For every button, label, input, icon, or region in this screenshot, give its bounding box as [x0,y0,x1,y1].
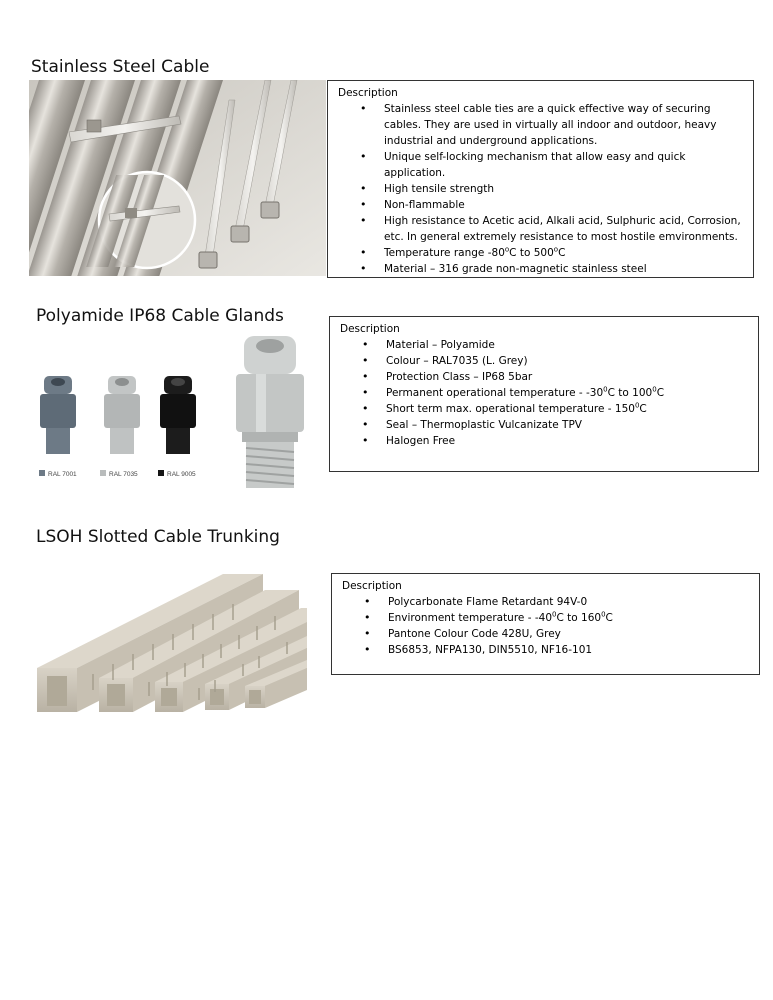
swatch-label-ral7001: RAL 7001 [48,471,77,478]
bullet-text: C to 500 [509,247,554,259]
description-box-cable-trunking [331,573,760,675]
description-bullet [386,337,750,353]
bullet-text: Halogen Free [386,435,456,447]
bullet-text: Material – Polyamide [386,339,495,351]
description-list [342,594,751,658]
degree-superscript: 0 [552,610,557,619]
description-bullet [388,610,751,626]
description-heading: Description [338,87,398,99]
description-bullet [384,181,745,197]
description-bullet [386,385,750,401]
section-title-polyamide-cable-glands: Polyamide IP68 Cable Glands [36,306,284,326]
description-bullet [388,594,751,610]
degree-superscript: o [553,245,559,254]
bullet-text: C [639,403,647,415]
bullet-text: C [656,387,665,399]
bullet-text: Polycarbonate Flame Retardant 94V-0 [388,596,588,608]
bullet-text: C [558,247,566,259]
bullet-text: Material – 316 grade non-magnetic stainless steel [384,263,647,275]
bullet-text: Protection Class – IP68 5bar [386,371,533,383]
stainless-steel-cable-ties-photo [29,80,326,276]
description-bullet [386,369,750,385]
description-bullet [386,433,750,449]
description-box-stainless-steel-cable [327,80,754,278]
description-bullet [384,149,745,181]
description-bullet [388,642,751,658]
description-bullet [384,245,745,261]
degree-superscript: 0 [634,401,640,410]
bullet-text: Stainless steel cable ties are a quick effective way of securing cables. They are used in virtually all indoor and outdoor, heavy industrial and underground applications. [384,103,717,147]
description-bullet [384,197,745,213]
bullet-text: C [605,612,613,624]
description-bullet [384,213,745,245]
bullet-text: BS6853, NFPA130, DIN5510, NF16-101 [388,644,593,656]
swatch-label-ral9005: RAL 9005 [167,471,196,478]
bullet-text: Seal – Thermoplastic Vulcanizate TPV [386,419,582,431]
section-title-stainless-steel-cable: Stainless Steel Cable [31,57,210,77]
bullet-text: Short term max. operational temperature - 150 [386,403,635,415]
gland-large [236,336,304,488]
bullet-text: Colour – RAL7035 (L. Grey) [386,355,528,367]
bullet-text: Permanent operational temperature - -30 [386,387,604,399]
description-heading: Description [342,580,402,592]
bullet-text: Environment temperature - -40 [388,612,552,624]
bullet-text: Non-flammable [384,199,465,211]
degree-superscript: 0 [603,385,608,394]
bullet-text: C to 160 [556,612,602,624]
description-box-cable-glands [329,316,759,472]
description-bullet [386,417,750,433]
description-heading: Description [340,323,400,335]
bullet-text: Unique self-locking mechanism that allow easy and quick application. [384,151,686,179]
swatch-label-ral7035: RAL 7035 [109,471,138,478]
degree-superscript: 0 [601,610,606,619]
description-bullet [384,101,745,149]
bullet-text: Temperature range -80 [384,247,505,259]
description-list [338,101,745,277]
section-title-lsoh-trunking: LSOH Slotted Cable Trunking [36,527,280,547]
bullet-text: High resistance to Acetic acid, Alkali acid, Sulphuric acid, Corrosion, etc. In general extremely resistance to most hostile emvironments. [384,215,741,243]
description-bullet [386,353,750,369]
description-bullet [384,261,745,277]
bullet-text: High tensile strength [384,183,495,195]
description-list [340,337,750,449]
description-bullet [386,401,750,417]
cable-trunking-photo [33,572,307,712]
description-bullet [388,626,751,642]
cable-glands-photo [30,332,326,492]
degree-superscript: 0 [652,385,657,394]
swatch-legend [39,470,196,478]
bullet-text: C to 100 [607,387,653,399]
degree-superscript: o [504,245,510,254]
bullet-text: Pantone Colour Code 428U, Grey [388,628,561,640]
